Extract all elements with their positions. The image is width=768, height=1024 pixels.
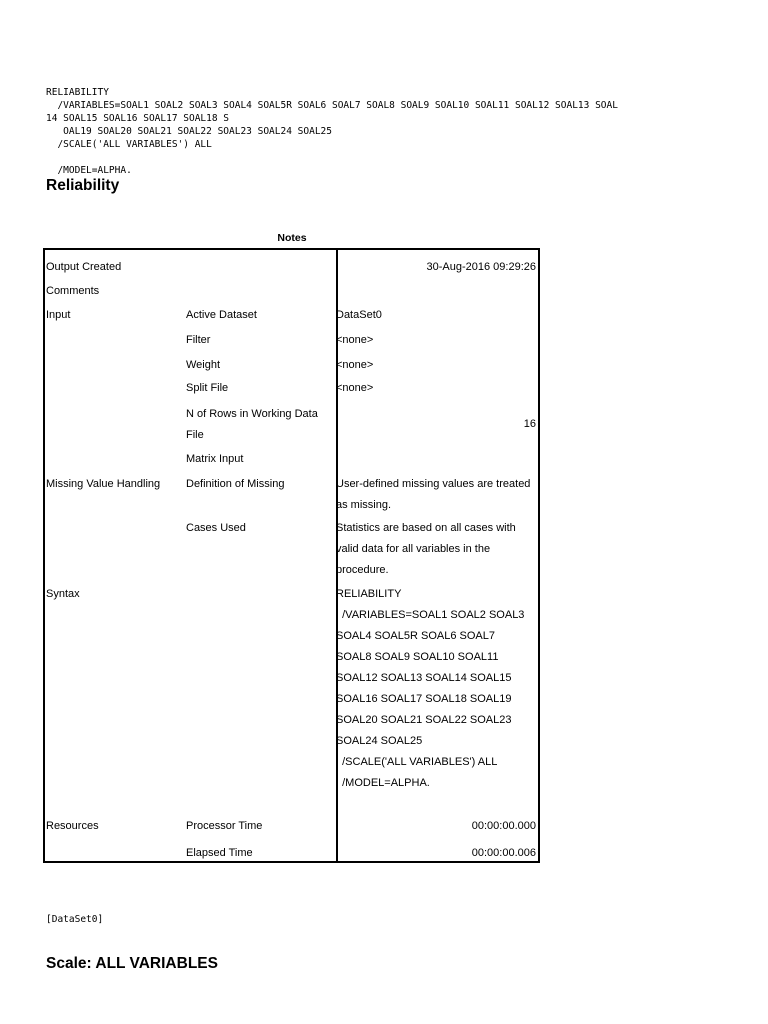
definition-of-missing-label: Definition of Missing	[186, 478, 285, 490]
syntax-line: /SCALE('ALL VARIABLES') ALL	[46, 139, 212, 150]
syntax-value	[336, 584, 532, 794]
syntax-value-line: SOAL4 SOAL5R SOAL6 SOAL7	[336, 630, 495, 642]
syntax-value-line: /SCALE('ALL VARIABLES') ALL	[336, 756, 498, 768]
syntax-value-line: SOAL8 SOAL9 SOAL10 SOAL11	[336, 651, 499, 663]
output-created-value: 30-Aug-2016 09:29:26	[426, 261, 536, 273]
notes-table	[43, 248, 540, 863]
n-rows-value: 16	[523, 418, 536, 430]
syntax-value-line: SOAL24 SOAL25	[336, 735, 423, 747]
syntax-value-line: SOAL12 SOAL13 SOAL14 SOAL15	[336, 672, 512, 684]
filter-value: <none>	[336, 334, 374, 346]
matrix-input-label: Matrix Input	[186, 453, 244, 465]
syntax-line: /MODEL=ALPHA.	[46, 165, 132, 176]
notes-caption: Notes	[277, 232, 307, 244]
active-dataset-label: Active Dataset	[186, 309, 257, 321]
syntax-value-line: /VARIABLES=SOAL1 SOAL2 SOAL3	[336, 609, 525, 621]
syntax-line: OAL19 SOAL20 SOAL21 SOAL22 SOAL23 SOAL24 SOAL25	[46, 126, 332, 137]
processor-time-label: Processor Time	[186, 820, 263, 832]
weight-value: <none>	[336, 359, 374, 371]
output-created-label: Output Created	[46, 261, 122, 273]
comments-label: Comments	[46, 285, 100, 297]
syntax-line: RELIABILITY	[46, 87, 109, 98]
reliability-heading: Reliability	[46, 177, 120, 194]
dataset-tag: [DataSet0]	[46, 914, 104, 925]
n-rows-label: N of Rows in Working Data File	[186, 408, 318, 441]
syntax-value-line: RELIABILITY	[336, 588, 402, 600]
filter-label: Filter	[186, 334, 211, 346]
syntax-label: Syntax	[46, 588, 80, 600]
elapsed-time-value: 00:00:00.006	[471, 847, 536, 859]
syntax-value-line: /MODEL=ALPHA.	[336, 777, 430, 789]
split-file-value: <none>	[336, 382, 374, 394]
active-dataset-value: DataSet0	[336, 309, 382, 321]
cases-used-value: Statistics are based on all cases with valid data for all variables in the procedure.	[336, 522, 516, 576]
weight-label: Weight	[186, 359, 221, 371]
syntax-block	[46, 60, 618, 190]
elapsed-time-label: Elapsed Time	[186, 847, 253, 859]
split-file-label: Split File	[186, 382, 229, 394]
syntax-value-line: SOAL20 SOAL21 SOAL22 SOAL23	[336, 714, 512, 726]
resources-label: Resources	[46, 820, 99, 832]
syntax-value-line: SOAL16 SOAL17 SOAL18 SOAL19	[336, 693, 512, 705]
cases-used-label: Cases Used	[186, 522, 246, 534]
syntax-line: 14 SOAL15 SOAL16 SOAL17 SOAL18 S	[46, 113, 230, 124]
syntax-line	[46, 151, 618, 164]
missing-value-handling-label: Missing Value Handling	[46, 478, 161, 490]
syntax-line: /VARIABLES=SOAL1 SOAL2 SOAL3 SOAL4 SOAL5R SOAL6 SOAL7 SOAL8 SOAL9 SOAL10 SOAL11 SOAL12 SOAL13 SOAL	[46, 100, 618, 111]
input-label: Input	[46, 309, 71, 321]
definition-of-missing-value: User-defined missing values are treated as missing.	[336, 478, 531, 511]
scale-heading: Scale: ALL VARIABLES	[46, 955, 218, 972]
processor-time-value: 00:00:00.000	[471, 820, 536, 832]
